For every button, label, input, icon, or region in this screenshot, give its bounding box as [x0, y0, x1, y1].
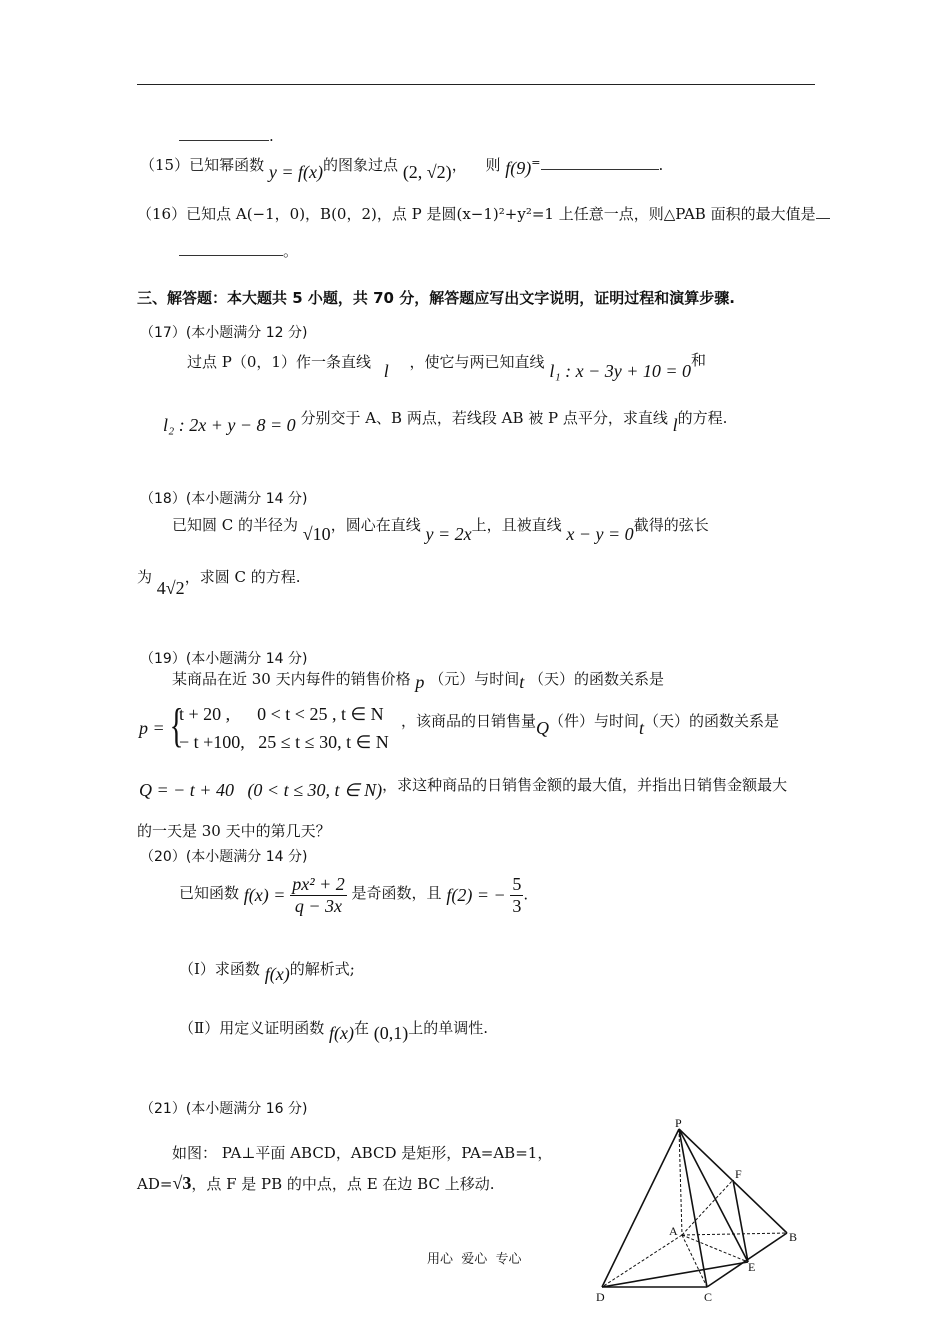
q19-var-t2: t [639, 718, 645, 738]
q19-case1: t + 20 , 0 < t < 25 , t ∈ N [179, 704, 384, 724]
section-3-title: 三、解答题：本大题共 5 小题，共 70 分，解答题应写出文字说明，证明过程和演算步骤. [137, 289, 735, 307]
q20-p2-text: （Ⅱ）用定义证明函数 [179, 1019, 325, 1037]
q19-text-a: 某商品在近 30 天内每件的销售价格 [172, 670, 411, 688]
edge-AC [682, 1235, 707, 1287]
q15-point: (2, √2) [402, 162, 452, 182]
period: . [269, 127, 274, 145]
q20-p2-fx: f(x) [328, 1023, 354, 1043]
q18-radius: √10 [302, 524, 331, 544]
question-15 [140, 154, 664, 182]
q17-text-c: 分别交于 A、B 两点，若线段 AB 被 P 点平分，求直线 [300, 409, 668, 427]
q18-chord: 4√2 [156, 578, 185, 598]
q20-head: （20）(本小题满分 14 分) [140, 849, 308, 865]
q20-p2-in: 在 [353, 1019, 369, 1037]
q19-line3 [139, 774, 788, 800]
q15-mid: 的图象过点 [323, 156, 399, 174]
edge-PE [679, 1129, 748, 1262]
label-B: B [789, 1230, 798, 1244]
q15-end: . [658, 156, 664, 174]
q17-text-a: 过点 P（0，1）作一条直线 [187, 353, 371, 371]
q20-p1-text: （Ⅰ）求函数 [179, 960, 260, 978]
answer-blank-14 [179, 127, 274, 145]
q20-p2-end: 上的单调性. [408, 1019, 489, 1037]
q15-text: 已知幂函数 [189, 156, 265, 174]
q17-text-b: ，使它与两已知直线 [409, 353, 545, 371]
q20-fraction [290, 874, 347, 917]
q19-line4: 的一天是 30 天中的第几天？ [137, 822, 331, 840]
q19-p-lhs: p = [139, 718, 165, 738]
q18-line2: x − y = 0 [566, 524, 634, 544]
label-E: E [748, 1260, 756, 1274]
q21-head: （21）(本小题满分 16 分) [140, 1101, 308, 1117]
q19-case2: − t +100, 25 ≤ t ≤ 30, t ∈ N [179, 732, 389, 752]
q16-blank-a [816, 218, 830, 219]
q21-line2 [137, 1173, 495, 1194]
q15-blank [541, 169, 659, 170]
q18-text-f: ，求圆 C 的方程. [184, 568, 301, 586]
q18-text-b: ，圆心在直线 [330, 516, 421, 534]
q20-f2-denominator: 3 [512, 896, 522, 916]
q15-comma: ， [451, 156, 467, 174]
q18-text-e: 为 [137, 568, 153, 586]
q18-head: （18）(本小题满分 14 分) [140, 491, 308, 507]
q19-var-t: t [519, 672, 525, 692]
q20-numerator: px² + 2 [292, 874, 345, 894]
q19-var-p: p [415, 672, 425, 692]
question-16 [137, 203, 830, 224]
q21-text: ，点 F 是 PB 的中点，点 E 在边 BC 上移动. [191, 1175, 495, 1193]
edge-AE [682, 1235, 748, 1262]
q18-line2-row [137, 566, 301, 598]
label-C: C [704, 1290, 713, 1304]
q17-var-l: l [383, 361, 389, 381]
q19-text-b: （元）与时间 [429, 670, 520, 688]
q19-text-d-wrap [401, 710, 780, 738]
q18-line1 [172, 514, 709, 544]
q20-fx: f(x) = [243, 885, 286, 905]
q17-line2 [163, 407, 728, 435]
q20-end: . [523, 885, 529, 904]
q20-p1-fx: f(x) [264, 964, 290, 984]
q15-number: （15） [140, 156, 190, 174]
q19-text-c: （天）的函数关系是 [529, 670, 665, 688]
q15-then: 则 [485, 156, 501, 174]
label-P: P [675, 1116, 682, 1130]
q20-f2-numerator: 5 [512, 874, 522, 894]
question-16-line2 [179, 240, 298, 261]
q17-and: 和 [691, 351, 707, 369]
q17-text-d: 的方程. [677, 409, 728, 427]
q20-f2: f(2) = − [446, 885, 506, 905]
q19-text-d: ，该商品的日销售量 [401, 712, 537, 730]
label-A: A [669, 1224, 678, 1238]
q20-denominator: q − 3x [294, 896, 343, 916]
q16-end: 。 [283, 242, 299, 260]
q15-expr: y = f(x) [268, 162, 324, 182]
q17-head: （17）(本小题满分 12 分) [140, 325, 308, 341]
q19-head: （19）(本小题满分 14 分) [140, 651, 308, 667]
q17-line1 [187, 351, 707, 381]
label-D: D [596, 1290, 605, 1304]
q19-Q-expr: Q = − t + 40 (0 < t ≤ 30, t ∈ N) [139, 780, 383, 800]
q19-var-Q: Q [536, 718, 550, 738]
q20-part1 [179, 958, 355, 984]
q21-sqrt3: √3 [172, 1173, 192, 1193]
q21-ad: AD= [137, 1175, 173, 1193]
q19-text-e: （件）与时间 [549, 712, 640, 730]
q21-line1: 如图： PA⊥平面 ABCD，ABCD 是矩形，PA=AB=1， [172, 1144, 553, 1162]
q18-line: y = 2x [425, 524, 472, 544]
q20-part2 [179, 1017, 489, 1043]
q19-brace: { [169, 699, 184, 752]
q20-f2-fraction [510, 874, 523, 917]
q20-line1 [179, 874, 528, 917]
q18-text-a: 已知圆 C 的半径为 [172, 516, 299, 534]
edge-PD [602, 1129, 679, 1287]
q20-p1-end: 的解析式; [289, 960, 355, 978]
page-footer: 用心 爱心 专心 [427, 1252, 522, 1267]
q20-text-b: 是奇函数，且 [351, 883, 442, 902]
q19-text-g: ，求这种商品的日销售金额的最大值，并指出日销售金额最大 [382, 776, 788, 794]
q17-var-l2: l [672, 415, 678, 435]
q18-text-d: 截得的弦长 [633, 516, 709, 534]
q15-eq: = [531, 156, 541, 169]
q17-line-l1: l₁ : x − 3y + 10 = 0 [549, 361, 691, 381]
q20-text-a: 已知函数 [179, 883, 240, 902]
q16-blank [179, 255, 283, 256]
q15-f9: f(9) [505, 158, 532, 178]
q18-text-c: 上，且被直线 [471, 516, 562, 534]
q19-line1 [172, 668, 665, 692]
q17-line-l2: l₂ : 2x + y − 8 = 0 [163, 415, 296, 435]
header-rule [137, 84, 815, 85]
pyramid-figure [590, 1115, 810, 1310]
q19-text-f: （天）的函数关系是 [644, 712, 780, 730]
q20-p2-interval: (0,1) [373, 1023, 409, 1043]
q16-text: （16）已知点 A(−1，0)，B(0，2)，点 P 是圆(x−1)²+y²=1 上任意一点，则△PAB 面积的最大值是 [137, 205, 816, 223]
label-F: F [735, 1167, 742, 1181]
